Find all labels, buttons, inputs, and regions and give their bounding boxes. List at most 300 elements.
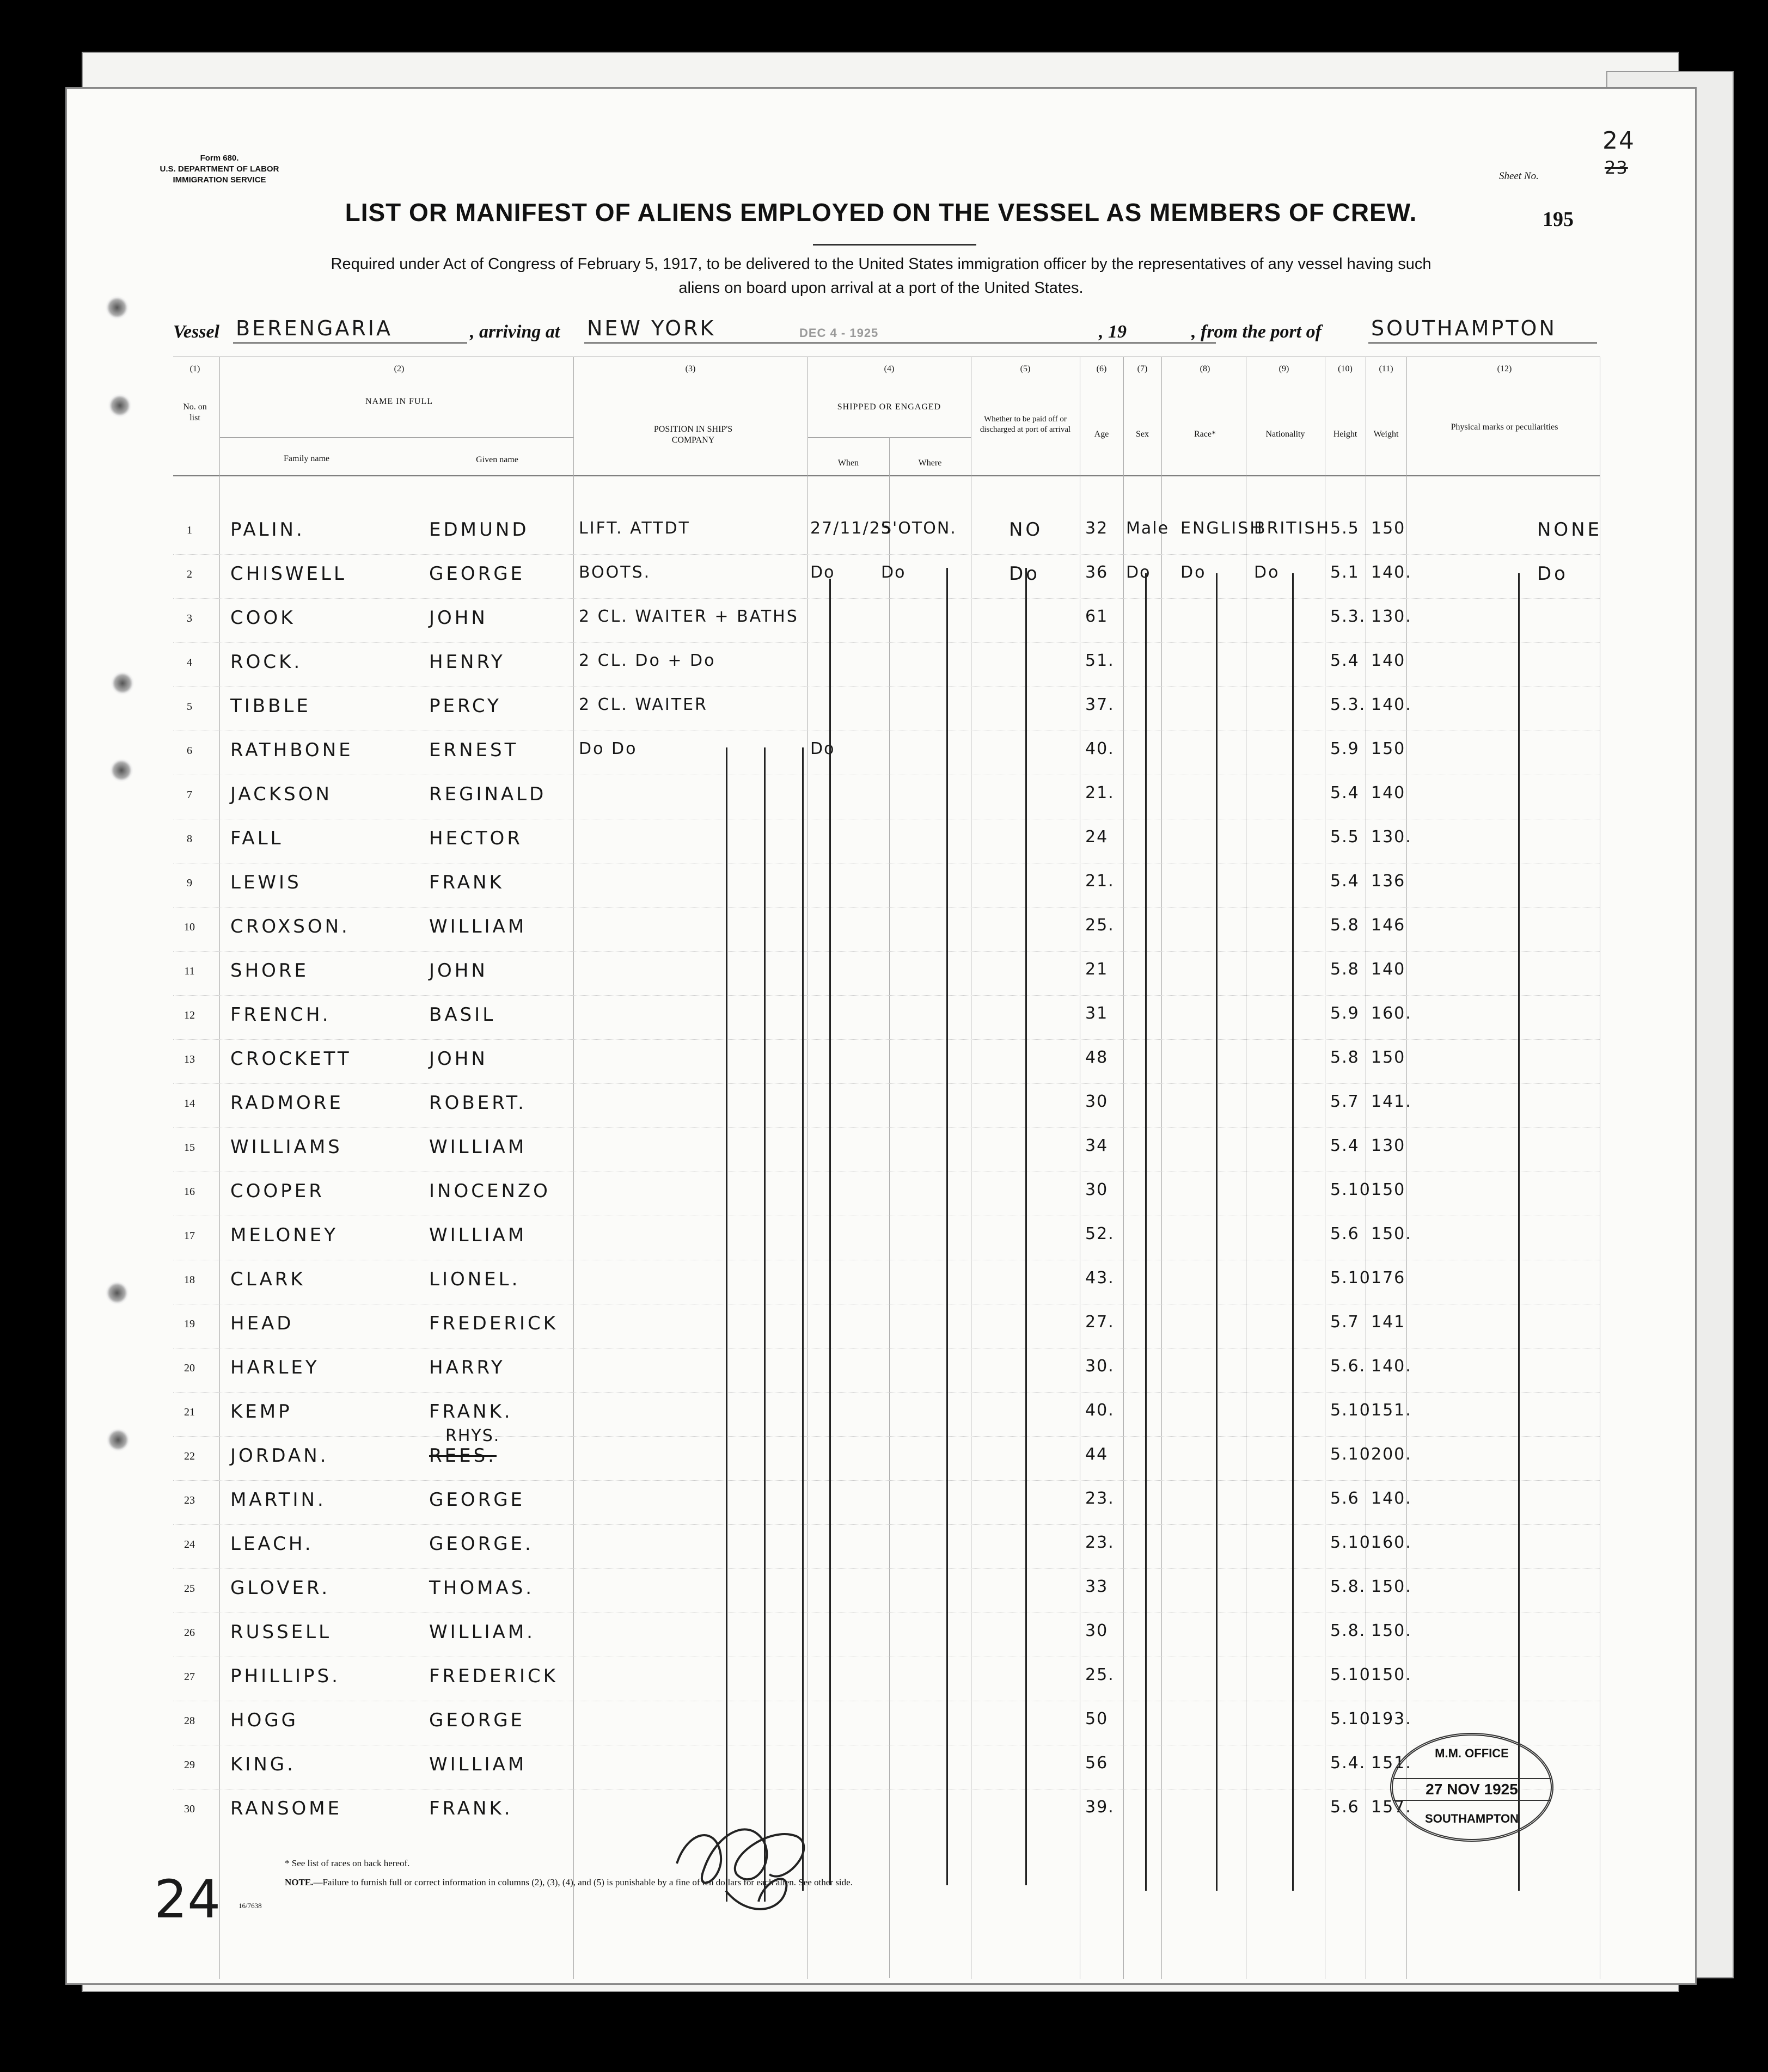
stamp-date: 27 NOV 1925 [1393,1778,1551,1801]
mm-office-stamp [1390,1733,1553,1842]
weight: 130. [1371,827,1412,847]
family-name: WILLIAMS [230,1136,342,1158]
height: 5.9 [1330,1004,1360,1023]
arrival-date-stamp: DEC 4 - 1925 [799,326,879,340]
height: 5.5 [1330,827,1360,847]
ditto-stroke [829,579,831,1885]
family-name: COOK [230,607,296,629]
row-rule [173,1436,1600,1437]
sheet-label: Sheet No. [1499,170,1539,182]
col-number-5: (5) [1020,364,1031,373]
family-name: MARTIN. [230,1489,326,1511]
family-name: HOGG [230,1709,299,1731]
punch-hole [106,1428,130,1452]
given-name: WILLIAM [429,916,527,937]
col-race: Race* [1194,430,1216,439]
title-rule [813,244,976,246]
col-number-9: (9) [1278,364,1289,373]
age: 48 [1085,1048,1109,1067]
row-rule [173,1480,1600,1481]
height: 5.8. [1330,1577,1366,1596]
given-name: FRANK. [429,1401,513,1423]
form-number: Form 680. [200,154,239,163]
family-name: HEAD [230,1313,294,1334]
given-name: JOHN [429,960,488,982]
family-name: RATHBONE [230,739,353,761]
punch-hole [109,758,133,782]
row-number: 21 [184,1406,195,1418]
weight: 160. [1371,1533,1412,1552]
height: 5.10 [1330,1665,1371,1684]
row-number: 19 [184,1318,195,1330]
family-name: ROCK. [230,651,303,673]
age: 43. [1085,1268,1115,1288]
col-number-4: (4) [884,364,895,373]
weight: 146 [1371,916,1406,935]
given-name: ROBERT. [429,1092,527,1114]
family-name: KING. [230,1754,296,1775]
page-subtitle [165,252,1597,300]
col-name-in-full: NAME IN FULL [365,397,433,406]
row-number: 28 [184,1715,195,1727]
print-code: 16/7638 [238,1902,262,1910]
shipped-when: 27/11/25 [810,519,892,538]
given-name: ERNEST [429,739,519,761]
age: 36 [1085,563,1109,582]
row-number: 16 [184,1186,195,1198]
row-number: 1 [187,524,192,536]
stamp-top: M.M. OFFICE [1435,1746,1509,1760]
position: LIFT. ATTDT [579,519,690,538]
given-name: INOCENZO [429,1180,550,1202]
signature [655,1766,840,1929]
shipped-when: Do [810,563,835,582]
age: 51. [1085,651,1115,670]
height: 5.8 [1330,916,1360,935]
col-number-12: (12) [1497,364,1512,373]
height: 5.10 [1330,1268,1371,1288]
row-number: 7 [187,789,192,801]
age: 30 [1085,1180,1109,1199]
ditto-stroke [802,747,804,1891]
punch-hole [105,1281,129,1305]
given-name: BASIL [429,1004,496,1026]
age: 34 [1085,1136,1109,1155]
form-info [127,153,312,186]
family-name: COOPER [230,1180,325,1202]
col-divider [1406,357,1407,1979]
row-number: 24 [184,1538,195,1550]
given-name: GEORGE [429,1709,525,1731]
row-rule [173,1392,1600,1393]
family-name: SHORE [230,960,309,982]
given-name: FREDERICK [429,1665,559,1687]
col-paid-off: Whether to be paid off or discharged at port of arrival [980,415,1071,434]
weight: 141 [1371,1313,1406,1332]
given-name: LIONEL. [429,1268,521,1290]
weight: 150. [1371,1224,1412,1243]
shipped-where: S'OTON. [881,519,957,538]
row-number: 10 [184,921,195,933]
given-name: REGINALD [429,783,547,805]
ditto-stroke [946,568,948,1885]
weight: 151. [1371,1754,1412,1773]
row-number: 26 [184,1627,195,1639]
ditto-stroke [1518,573,1520,1891]
given-name: PERCY [429,695,501,717]
header-bottom-rule [173,475,1600,476]
age: 21. [1085,783,1115,802]
age: 25. [1085,916,1115,935]
family-name: CROCKETT [230,1048,352,1070]
height: 5.9 [1330,739,1360,758]
family-name: PALIN. [230,519,305,541]
col-shipped: SHIPPED OR ENGAGED [837,402,941,412]
row-rule [173,554,1600,555]
row-number: 18 [184,1274,195,1286]
ditto-stroke [1216,573,1218,1891]
handwritten-number: 24 [154,1869,221,1930]
family-name: JACKSON [230,783,332,805]
family-name: RUSSELL [230,1621,332,1643]
family-name: CHISWELL [230,563,347,585]
physical-marks: Do [1537,563,1568,585]
vessel-line [173,316,1600,349]
row-number: 9 [187,877,192,889]
row-number: 22 [184,1450,195,1462]
family-name: LEWIS [230,872,302,893]
family-name: TIBBLE [230,695,311,717]
given-name: HARRY [429,1357,505,1378]
vessel-underline [233,342,467,344]
ditto-stroke [1025,568,1027,1885]
age: 32 [1085,519,1109,538]
weight: 150 [1371,1180,1406,1199]
col-number-2: (2) [394,364,405,373]
name-subrule [219,437,573,438]
family-name: KEMP [230,1401,292,1423]
age: 23. [1085,1489,1115,1508]
given-name: JOHN [429,1048,488,1070]
family-name: GLOVER. [230,1577,331,1599]
family-name: MELONEY [230,1224,338,1246]
family-name: HARLEY [230,1357,320,1378]
port-underline [1368,342,1597,344]
given-name: HENRY [429,651,505,673]
weight: 151. [1371,1401,1412,1420]
col-number-11: (11) [1379,364,1393,373]
family-name: RADMORE [230,1092,344,1114]
weight: 140 [1371,960,1406,979]
height: 5.1 [1330,563,1360,582]
row-rule [173,686,1600,687]
age: 25. [1085,1665,1115,1684]
given-name: GEORGE [429,563,525,585]
vessel-name: BERENGARIA [236,316,393,340]
age: 21 [1085,960,1109,979]
row-rule [173,1039,1600,1040]
row-number: 17 [184,1230,195,1242]
row-rule [173,995,1600,996]
row-number: 15 [184,1142,195,1154]
family-name: PHILLIPS. [230,1665,340,1687]
weight: 193. [1371,1709,1412,1728]
ditto-stroke [726,747,727,1902]
col-sex: Sex [1136,430,1149,439]
punch-hole [111,671,134,695]
col-divider [573,357,574,1979]
col-given-name: Given name [476,455,518,464]
weight: 140. [1371,1357,1412,1376]
paid-off: Do [1009,563,1040,585]
weight: 150. [1371,1665,1412,1684]
height: 5.4 [1330,651,1360,670]
age: 56 [1085,1754,1109,1773]
arriving-port: NEW YORK [587,316,716,340]
height: 5.8 [1330,960,1360,979]
note-text: —Failure to furnish full or correct information in columns (2), (3), (4), and (5) is punishable by a fine of ten dollars for each alien. See other side. [313,1877,853,1887]
manifest-page [65,87,1697,1985]
row-rule [173,951,1600,952]
row-number: 5 [187,701,192,713]
height: 5.3. [1330,607,1366,626]
row-number: 4 [187,657,192,669]
height: 5.6 [1330,1798,1360,1817]
age: 27. [1085,1313,1115,1332]
weight: 150. [1371,1621,1412,1640]
col-divider [1123,357,1124,1979]
page-number: 195 [1543,208,1574,231]
row-number: 29 [184,1759,195,1771]
age: 40. [1085,1401,1115,1420]
vessel-label: Vessel [173,322,219,342]
weight: 140 [1371,783,1406,802]
height: 5.6 [1330,1224,1360,1243]
service-name: IMMIGRATION SERVICE [173,175,266,185]
height: 5.3. [1330,695,1366,714]
row-number: 25 [184,1583,195,1595]
row-rule [173,1568,1600,1569]
col-no-on-list: No. on list [183,402,207,422]
given-name: HECTOR [429,827,523,849]
ditto-stroke [1292,573,1294,1891]
weight: 150 [1371,739,1406,758]
department-name: U.S. DEPARTMENT OF LABOR [160,164,279,174]
nationality: Do [1254,563,1280,582]
row-rule [173,1083,1600,1084]
ditto-stroke [1145,573,1147,1891]
col-when: When [837,458,859,468]
weight: 157. [1371,1798,1412,1817]
given-name: FRANK [429,872,504,893]
given-name: WILLIAM [429,1224,527,1246]
col-divider [219,357,220,1979]
col-family-name: Family name [284,454,329,463]
position: 2 CL. WAITER [579,695,708,714]
given-name: GEORGE [429,1489,525,1511]
height: 5.4 [1330,1136,1360,1155]
row-number: 11 [184,965,195,977]
family-name: FALL [230,827,284,849]
weight: 140. [1371,1489,1412,1508]
given-name: WILLIAM. [429,1621,535,1643]
age: 37. [1085,695,1115,714]
subtitle-line-2: aliens on board upon arrival at a port of the United States. [678,279,1084,297]
age: 33 [1085,1577,1109,1596]
col-number-10: (10) [1338,364,1353,373]
row-rule [173,907,1600,908]
row-number: 6 [187,745,192,757]
row-number: 14 [184,1098,195,1109]
from-port-label: , from the port of [1191,322,1322,342]
height: 5.8. [1330,1621,1366,1640]
row-rule [173,598,1600,599]
race-footnote: * See list of races on back hereof. [285,1858,410,1868]
col-height: Height [1333,430,1357,439]
col-divider [807,357,808,1979]
height: 5.7 [1330,1092,1360,1111]
given-name: WILLIAM [429,1754,527,1775]
age: 23. [1085,1533,1115,1552]
family-name: RANSOME [230,1798,342,1819]
family-name: LEACH. [230,1533,314,1555]
ditto-stroke [764,747,766,1902]
weight: 140. [1371,695,1412,714]
weight: 141. [1371,1092,1412,1111]
row-rule [173,642,1600,643]
weight: 150 [1371,1048,1406,1067]
weight: 136 [1371,872,1406,891]
family-name: CLARK [230,1268,305,1290]
row-number: 27 [184,1671,195,1683]
age: 44 [1085,1445,1109,1464]
col-where: Where [918,458,942,468]
weight: 130 [1371,1136,1406,1155]
given-name: GEORGE. [429,1533,534,1555]
age: 39. [1085,1798,1115,1817]
age: 52. [1085,1224,1115,1243]
col-weight: Weight [1373,430,1399,439]
race: ENGLISH [1180,519,1264,538]
subtitle-line-1: Required under Act of Congress of February 5, 1917, to be delivered to the United States immigration officer by the representatives of any vessel having such [331,255,1431,273]
height: 5.4 [1330,872,1360,891]
height: 5.5 [1330,519,1360,538]
punch-hole [108,394,132,418]
col-number-7: (7) [1137,364,1148,373]
row-rule [173,1524,1600,1525]
given-name: FREDERICK [429,1313,559,1334]
row-number: 30 [184,1803,195,1815]
stamp-bottom: SOUTHAMPTON [1425,1812,1519,1825]
sex: Male [1126,519,1170,538]
punch-hole [105,296,129,320]
row-number: 20 [184,1362,195,1374]
age: 21. [1085,872,1115,891]
given-name: REES. [429,1445,497,1467]
shipped-where: Do [881,563,906,582]
given-name: WILLIAM [429,1136,527,1158]
note-label: NOTE. [285,1877,314,1887]
col-age: Age [1094,430,1109,439]
weight: 150 [1371,519,1406,538]
col-number-3: (3) [685,364,696,373]
race: Do [1180,563,1207,582]
col-position: POSITION IN SHIP'S COMPANY [653,425,733,445]
height: 5.6 [1330,1489,1360,1508]
height: 5.8 [1330,1048,1360,1067]
given-name-correction: RHYS. [445,1426,500,1445]
sheet-number-struck: 23 [1605,157,1628,178]
col-physical-marks: Physical marks or peculiarities [1451,422,1558,432]
departure-port: SOUTHAMPTON [1371,316,1557,340]
page-title: LIST OR MANIFEST OF ALIENS EMPLOYED ON THE VESSEL AS MEMBERS OF CREW. [345,198,1417,226]
shipped-when: Do [810,739,835,758]
physical-marks: NONE [1537,519,1602,541]
weight: 200. [1371,1445,1412,1464]
weight: 130. [1371,607,1412,626]
col-divider [1161,357,1162,1979]
arriving-label: , arriving at [470,322,560,342]
age: 30 [1085,1092,1109,1111]
col-nationality: Nationality [1265,430,1305,439]
given-name: EDMUND [429,519,529,541]
row-number: 12 [184,1009,195,1021]
given-name: FRANK. [429,1798,513,1819]
age: 31 [1085,1004,1109,1023]
sheet-number: 24 [1602,127,1635,155]
family-name: CROXSON. [230,916,350,937]
sex: Do [1126,563,1151,582]
position: 2 CL. WAITER + BATHS [579,607,799,626]
row-number: 13 [184,1053,195,1065]
age: 30. [1085,1357,1115,1376]
weight: 150. [1371,1577,1412,1596]
col-divider [889,437,890,1978]
height: 5.4. [1330,1754,1366,1773]
position: 2 CL. Do + Do [579,651,716,670]
row-number: 8 [187,833,192,845]
family-name: JORDAN. [230,1445,329,1467]
age: 61 [1085,607,1109,626]
given-name: JOHN [429,607,488,629]
height: 5.10 [1330,1180,1371,1199]
weight: 140 [1371,651,1406,670]
age: 40. [1085,739,1115,758]
year-label: , 19 [1099,322,1127,342]
col-number-8: (8) [1200,364,1210,373]
col-number-1: (1) [189,364,200,373]
height: 5.10. [1330,1533,1378,1552]
given-name: THOMAS. [429,1577,535,1599]
family-name: FRENCH. [230,1004,331,1026]
row-number: 23 [184,1494,195,1506]
age: 24 [1085,827,1109,847]
height: 5.10. [1330,1445,1378,1464]
height: 5.4 [1330,783,1360,802]
height: 5.6. [1330,1357,1366,1376]
weight: 140. [1371,563,1412,582]
position: BOOTS. [579,563,651,582]
row-number: 2 [187,568,192,580]
age: 30 [1085,1621,1109,1640]
row-number: 3 [187,612,192,624]
paid-off: NO [1009,519,1043,541]
position: Do Do [579,739,638,758]
col-number-6: (6) [1096,364,1107,373]
weight: 176 [1371,1268,1406,1288]
nationality: BRITISH [1254,519,1331,538]
row-rule [173,1127,1600,1128]
